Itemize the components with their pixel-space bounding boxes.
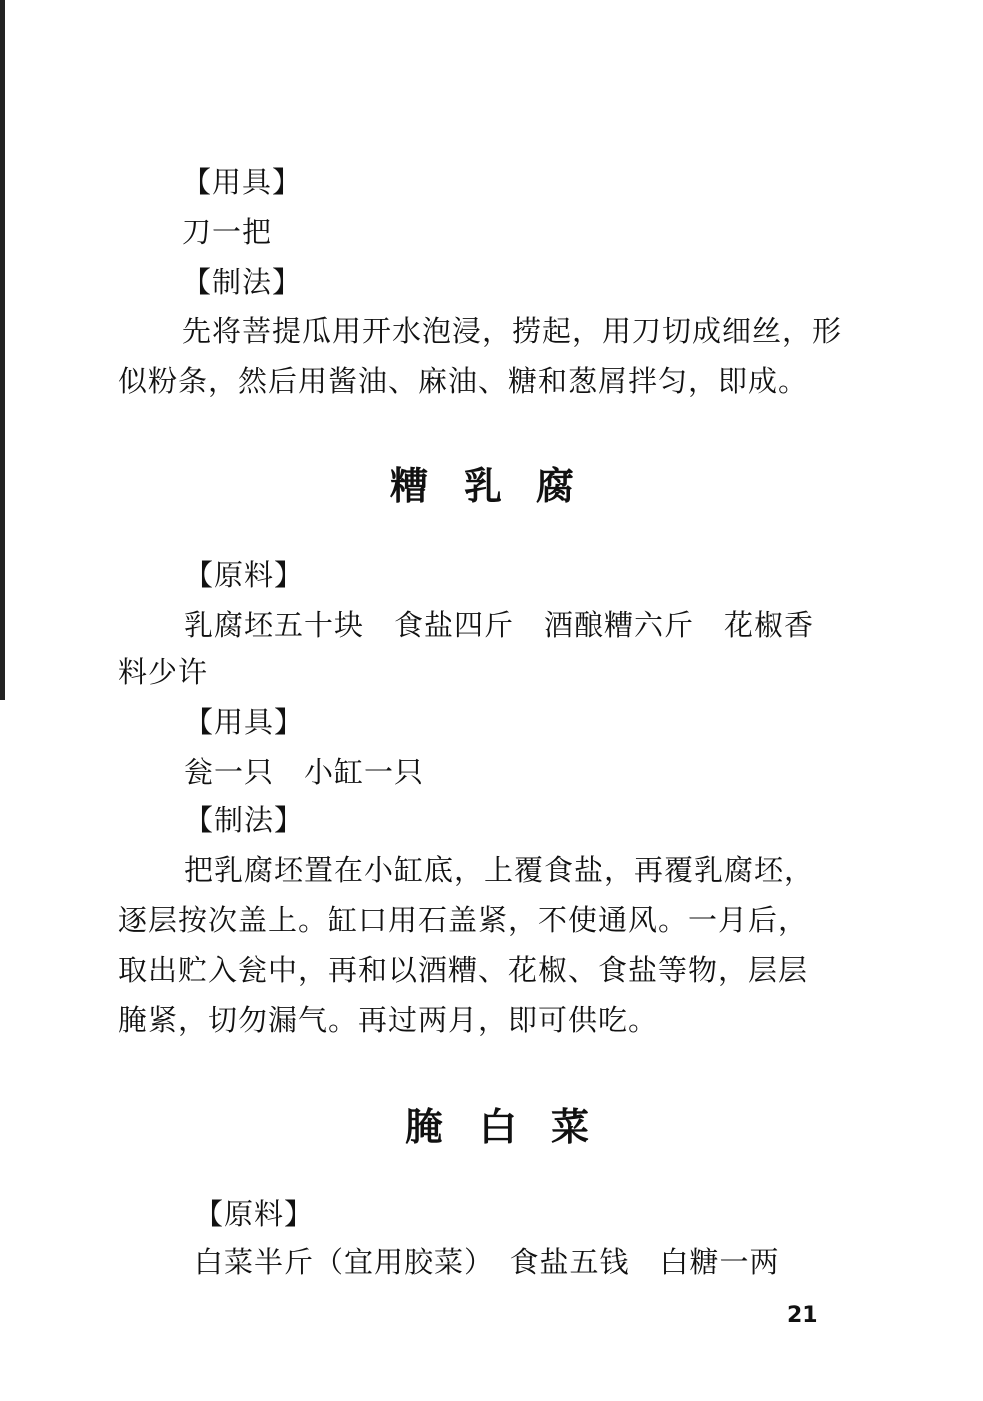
method-line: 似粉条，然后用酱油、麻油、糖和葱屑拌匀，即成。 (118, 364, 809, 398)
title-char: 腐 (536, 463, 575, 508)
ingredients-line: 白菜半斤（宜用胶菜） 食盐五钱 白糖一两 (194, 1245, 780, 1279)
method-tag: 【制法】 (182, 265, 303, 299)
scan-edge (0, 0, 5, 700)
method-line: 腌紧，切勿漏气。再过两月，即可供吃。 (118, 1003, 659, 1037)
ingredients-line: 料少许 (118, 655, 209, 689)
title-char: 白 (479, 1104, 518, 1149)
method-tag: 【制法】 (184, 803, 305, 837)
title-char: 糟 (390, 463, 429, 508)
tools-tag: 【用具】 (182, 165, 303, 199)
method-line: 先将菩提瓜用开水泡浸，捞起，用刀切成细丝，形 (182, 314, 843, 348)
tools-tag: 【用具】 (184, 705, 305, 739)
ingredients-line: 乳腐坯五十块 食盐四斤 酒酿糟六斤 花椒香 (184, 608, 815, 642)
tools-text: 瓮一只 小缸一只 (184, 755, 425, 789)
method-line: 逐层按次盖上。缸口用石盖紧，不使通风。一月后， (118, 903, 809, 937)
ingredients-tag: 【原料】 (184, 558, 305, 592)
title-char: 菜 (551, 1104, 590, 1149)
ingredients-tag: 【原料】 (194, 1197, 315, 1231)
tools-text: 刀一把 (182, 215, 273, 249)
method-line: 取出贮入瓮中，再和以酒糟、花椒、食盐等物，层层 (118, 953, 809, 987)
title-char: 乳 (464, 463, 503, 508)
page-number: 21 (787, 1303, 818, 1328)
section-title (405, 1096, 589, 1151)
title-char: 腌 (405, 1104, 444, 1149)
method-line: 把乳腐坯置在小缸底，上覆食盐，再覆乳腐坯， (184, 853, 815, 887)
section-title (390, 455, 574, 510)
